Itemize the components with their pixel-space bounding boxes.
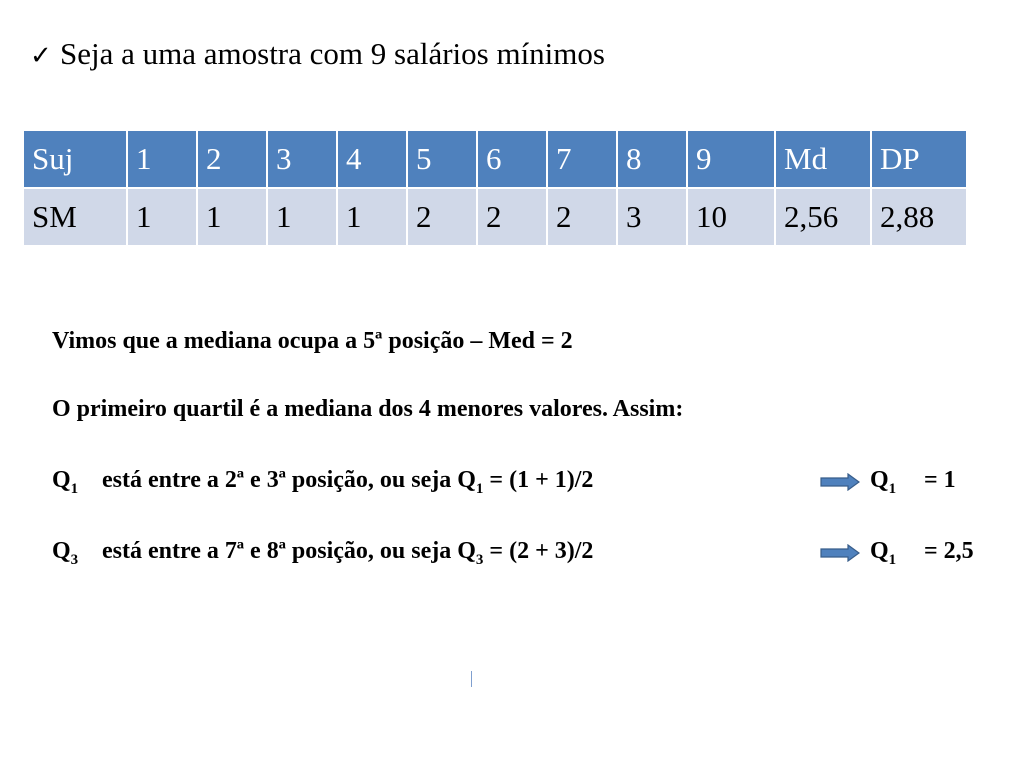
table-cell: 2: [547, 188, 617, 246]
q3-result-value: = 2,5: [924, 538, 974, 564]
q1-result-sub: 1: [888, 481, 897, 497]
right-arrow-icon: [820, 544, 860, 562]
table-header-cell: 9: [687, 130, 775, 188]
table-cell: 2: [477, 188, 547, 246]
table-header-cell: 8: [617, 130, 687, 188]
table-cell: 1: [267, 188, 337, 246]
q3-text-b: = (2 + 3)/2: [489, 538, 594, 564]
q3-label-sub: 3: [70, 552, 79, 568]
table-header-cell: Suj: [23, 130, 127, 188]
q1-text-b: = (1 + 1)/2: [489, 467, 594, 493]
title-text: Seja a uma amostra com 9 salários mínimos: [60, 36, 605, 71]
table-cell: 1: [127, 188, 197, 246]
table-cell: SM: [23, 188, 127, 246]
table-row: [23, 188, 967, 246]
q1-text: [102, 465, 593, 495]
q3-result-letter: Q: [870, 538, 889, 564]
q1-text-a-sub: 1: [475, 481, 484, 497]
table-header-cell: 6: [477, 130, 547, 188]
text-cursor: [471, 671, 472, 687]
table-header-cell: 4: [337, 130, 407, 188]
q3-line: [52, 536, 1012, 570]
q1-result-label: [870, 465, 896, 495]
q3-result-label: [870, 536, 896, 566]
table-cell: 2,56: [775, 188, 871, 246]
table-header-cell: 7: [547, 130, 617, 188]
table-header-cell: 3: [267, 130, 337, 188]
table-cell: 2: [407, 188, 477, 246]
checkmark-icon: ✓: [30, 41, 52, 71]
q1-line: [52, 465, 1012, 499]
table-header-cell: 1: [127, 130, 197, 188]
q3-label-letter: Q: [52, 538, 71, 564]
table-cell: 2,88: [871, 188, 967, 246]
q3-label: [52, 536, 78, 566]
table-cell: 1: [197, 188, 267, 246]
slide-title: [30, 34, 605, 76]
q1-label-sub: 1: [70, 481, 79, 497]
q3-result-sub: 1: [888, 552, 897, 568]
table-header-cell: 2: [197, 130, 267, 188]
table-header-row: [23, 130, 967, 188]
q3-text-a: está entre a 7ª e 8ª posição, ou seja Q: [102, 538, 476, 564]
table-cell: 3: [617, 188, 687, 246]
salary-table: [22, 129, 968, 247]
median-line: Vimos que a mediana ocupa a 5ª posição – Med = 2: [52, 328, 573, 354]
q1-result-letter: Q: [870, 467, 889, 493]
table-header-cell: DP: [871, 130, 967, 188]
right-arrow-icon: [820, 473, 860, 491]
q1-label: [52, 465, 78, 495]
table-header-cell: 5: [407, 130, 477, 188]
q3-text: [102, 536, 593, 566]
table-cell: 10: [687, 188, 775, 246]
quartile-intro-line: O primeiro quartil é a mediana dos 4 menores valores. Assim:: [52, 396, 684, 422]
q3-text-a-sub: 3: [475, 552, 484, 568]
table-cell: 1: [337, 188, 407, 246]
q1-label-letter: Q: [52, 467, 71, 493]
q1-result-value: = 1: [924, 467, 956, 493]
q1-text-a: está entre a 2ª e 3ª posição, ou seja Q: [102, 467, 476, 493]
table-header-cell: Md: [775, 130, 871, 188]
